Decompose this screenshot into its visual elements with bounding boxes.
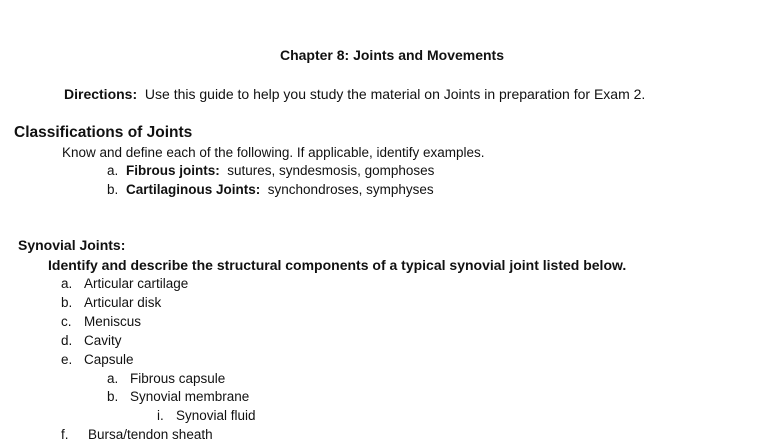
list-marker: b.: [61, 295, 73, 310]
classification-examples: synchondroses, symphyses: [267, 182, 434, 197]
list-marker: f.: [61, 427, 69, 442]
list-item: [61, 295, 161, 310]
list-item-label: Articular cartilage: [84, 276, 189, 291]
classifications-heading: Classifications of Joints: [14, 124, 193, 141]
list-marker: e.: [61, 352, 73, 367]
list-item-label: Capsule: [84, 352, 134, 367]
directions-text: Use this guide to help you study the material on Joints in preparation for Exam 2.: [144, 86, 646, 102]
list-item: [61, 276, 188, 291]
list-item: [61, 427, 213, 442]
list-marker: a.: [107, 371, 119, 386]
directions-line: [64, 86, 645, 102]
list-item: [157, 408, 256, 423]
list-marker: a.: [61, 276, 73, 291]
list-item: [107, 371, 225, 386]
list-item: [61, 314, 141, 329]
list-item-label: Meniscus: [84, 314, 142, 329]
list-item-label: Fibrous capsule: [130, 371, 226, 386]
list-marker: a.: [107, 163, 119, 178]
synovial-heading: Synovial Joints:: [18, 237, 126, 253]
synovial-intro: Identify and describe the structural components of a typical synovial joint listed below.: [48, 257, 627, 273]
classification-item-cartilaginous: [107, 182, 434, 197]
list-item-label: Synovial fluid: [176, 408, 256, 423]
list-item: [107, 389, 249, 404]
list-item-label: Synovial membrane: [130, 389, 250, 404]
page-title: Chapter 8: Joints and Movements: [279, 47, 505, 63]
list-marker: b.: [107, 389, 119, 404]
list-item-label: Cavity: [84, 333, 122, 348]
directions-label: Directions:: [64, 86, 138, 102]
list-item-label: Bursa/tendon sheath: [88, 427, 213, 442]
classification-term: Fibrous joints:: [126, 163, 220, 178]
classification-examples: sutures, syndesmosis, gomphoses: [227, 163, 435, 178]
list-marker: i.: [157, 408, 164, 423]
classification-term: Cartilaginous Joints:: [126, 182, 261, 197]
list-item-label: Articular disk: [84, 295, 162, 310]
classifications-intro: Know and define each of the following. If applicable, identify examples.: [62, 145, 485, 160]
list-marker: d.: [61, 333, 73, 348]
classification-item-fibrous: [107, 163, 434, 178]
list-marker: c.: [61, 314, 72, 329]
list-item: [61, 352, 134, 367]
list-marker: b.: [107, 182, 119, 197]
list-item: [61, 333, 122, 348]
